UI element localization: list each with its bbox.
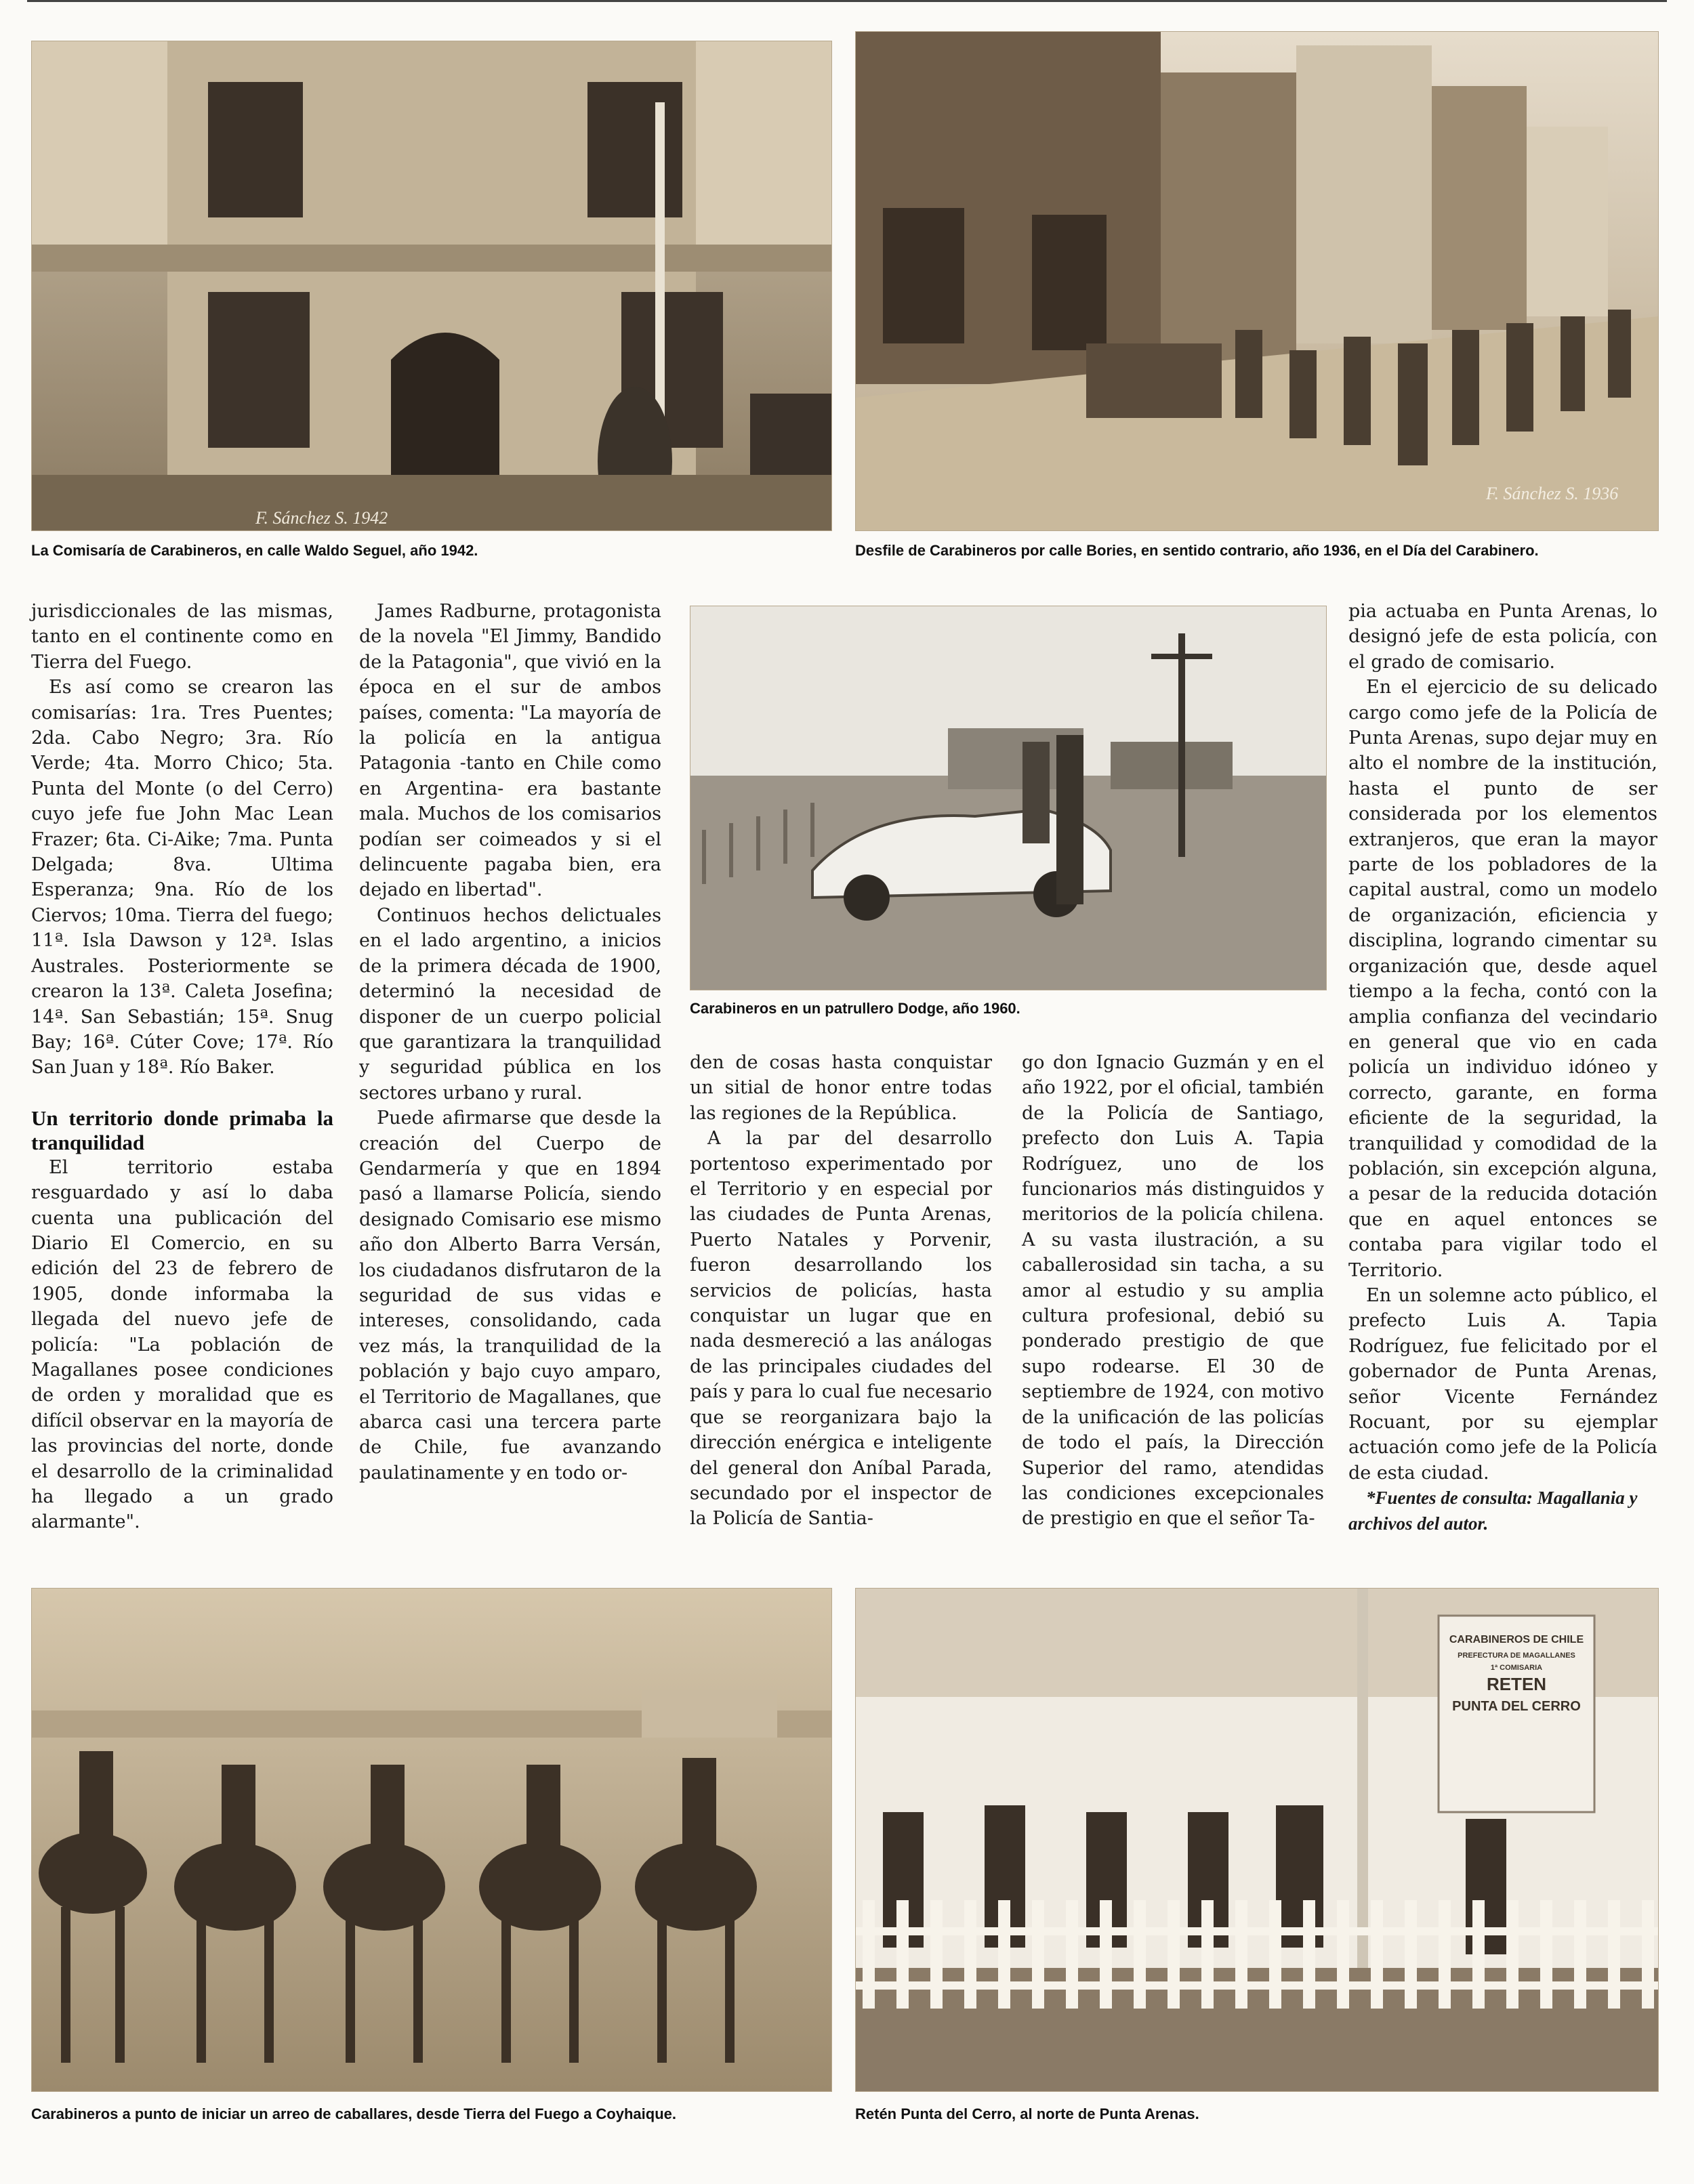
reten-sign-line-2: PREFECTURA DE MAGALLANES (1458, 1652, 1575, 1660)
desfile-signature: F. Sánchez S. 1936 (1486, 484, 1619, 503)
desfile-image (856, 32, 1658, 530)
section-heading: Un territorio donde primaba la tranquilidad (31, 1106, 333, 1154)
column-1 (31, 599, 333, 1535)
column-2 (359, 599, 661, 1486)
comisaria-image (32, 41, 831, 530)
photo-arreo (31, 1588, 832, 2092)
column-4 (1022, 1050, 1324, 1532)
reten-sign-line-3: 1ª COMISARIA (1490, 1664, 1543, 1672)
caption-reten: Retén Punta del Cerro, al norte de Punta Arenas. (855, 2105, 1199, 2122)
col5-paragraph-3: En un solemne acto público, el prefecto Luis A. Tapia Rodríguez, fue felicitado por el gobernador de Punta Arenas, señor Vicente Fernández Rocuant, por su ejemplar actuación como jefe de la Policía de esta ciudad. (1348, 1284, 1657, 1484)
col5-paragraph-1: pia actuaba en Punta Arenas, lo designó jefe de esta policía, con el grado de comisario. (1348, 601, 1657, 673)
comisaria-signature: F. Sánchez S. 1942 (255, 508, 388, 528)
sources-credit: *Fuentes de consulta: Magallania y archivos del autor. (1348, 1488, 1638, 1534)
reten-sign-line-5: PUNTA DEL CERRO (1452, 1699, 1581, 1714)
col3-paragraph-1: den de cosas hasta conquistar un sitial de honor entre todas las regiones de la República. (690, 1052, 992, 1124)
photo-reten (855, 1588, 1659, 2092)
col1-paragraph-1: jurisdiccionales de las mismas, tanto en el continente como en Tierra del Fuego. (31, 601, 333, 673)
arreo-image (32, 1589, 831, 2091)
caption-arreo: Carabineros a punto de iniciar un arreo de caballares, desde Tierra del Fuego a Coyhaique. (31, 2105, 676, 2122)
photo-desfile (855, 31, 1659, 531)
reten-sign-line-4: RETEN (1486, 1674, 1547, 1694)
caption-comisaria: La Comisaría de Carabineros, en calle Waldo Seguel, año 1942. (31, 542, 478, 559)
col3-paragraph-2: A la par del desarrollo portentoso experimentado por el Territorio y en especial por las ciudades de Punta Arenas, Puerto Natales y Porvenir, fueron desarrollando los servicios de policías, hasta conquistar un lugar que en nada desmereció a las análogas de las principales ciudades del país y para lo cual fue necesario que se reorganizara bajo la dirección enérgica e inteligente del general don Aníbal Parada, secundado por el inspector de la Policía de Santia- (690, 1128, 992, 1530)
col2-paragraph-2: Continuos hechos delictuales en el lado argentino, a inicios de la primera década de 1900, determinó la necesidad de disponer de un cuerpo policial que garantizara la tranquilidad y seguridad pública en los sectores urbano y rural. (359, 904, 661, 1104)
col4-paragraph-1: go don Ignacio Guzmán y en el año 1922, por el oficial, también de la Policía de Santiago, prefecto don Luis A. Tapia Rodríguez, uno de los funcionarios más distinguidos y meritorios de la policía chilena. A su vasta ilustración, a su caballerosidad sin tacha, a su amor al estudio y su amplia cultura profesional, debió su ponderado prestigio de que supo rodearse. El 30 de septiembre de 1924, con motivo de la unificación de las policías de todo el país, la Dirección Superior del ramo, atendidas las condiciones excepcionales de prestigio en que el señor Ta- (1022, 1052, 1324, 1530)
column-3 (690, 1050, 992, 1532)
col2-paragraph-3: Puede afirmarse que desde la creación del Cuerpo de Gendarmería y que en 1894 pasó a llamarse Policía, siendo designado Comisario ese mismo año don Alberto Barra Versán, los ciudadanos disfrutaron de la seguridad de sus vidas e intereses, consolidando, cada vez más, la tranquilidad de la población y bajo cuyo amparo, el Territorio de Magallanes, que abarca casi una tercera parte de Chile, fue avanzando paulatinamente y en todo or- (359, 1108, 661, 1484)
caption-patrullero: Carabineros en un patrullero Dodge, año 1960. (690, 1000, 1020, 1017)
column-5 (1348, 599, 1657, 1536)
photo-patrullero (690, 606, 1327, 990)
col2-paragraph-1: James Radburne, protagonista de la novela "El Jimmy, Bandido de la Patagonia", que vivió en la época en el sur de ambos países, comenta: "La mayoría de la policía en la antigua Patagonia -tanto en Chile como en Argentina- era bastante mala. Muchos de los comisarios podían ser coimeados y si el delincuente pagaba bien, era dejado en libertad". (359, 601, 661, 901)
col5-paragraph-2: En el ejercicio de su delicado cargo como jefe de la Policía de Punta Arenas, supo dejar muy en alto el nombre de la institución, hasta el punto de ser considerada por los elementos extranjeros, que eran la mayor parte de los pobladores de la capital austral, como un modelo de organización, eficiencia y disciplina, logrando cimentar su organización que, desde aquel tiempo a la fecha, contó con la amplia confianza del vecindario en general que vio en cada policía un individuo idóneo y correcto, garante, en forma eficiente de la seguridad, la tranquilidad y comodidad de la población, sin excepción alguna, a pesar de la reducida dotación que en aquel entonces se contaba para vigilar todo el Territorio. (1348, 677, 1657, 1281)
reten-image (856, 1589, 1658, 2091)
patrullero-image (690, 606, 1326, 990)
top-rule (27, 0, 1667, 2)
col1-paragraph-3: El territorio estaba resguardado y así lo daba cuenta una publicación del Diario El Comercio, en su edición del 23 de febrero de 1905, donde informaba la llegada del nuevo jefe de policía: "La población de Magallanes posee condiciones de orden y moralidad que es difícil observar en la mayoría de las provincias del norte, donde el desarrollo de la criminalidad ha llegado a un grado alarmante". (31, 1156, 333, 1533)
col1-paragraph-2: Es así como se crearon las comisarías: 1ra. Tres Puentes; 2da. Cabo Negro; 3ra. Río Verde; 4ta. Morro Chico; 5ta. Punta del Monte (o del Cerro) cuyo jefe fue John Mac Lean Frazer; 6ta. Ci-Aike; 7ma. Punta Delgada; 8va. Ultima Esperanza; 9na. Río de los Ciervos; 10ma. Tierra del fuego; 11ª. Isla Dawson y 12ª. Islas Australes. Posteriormente se crearon la 13ª. Caleta Josefina; 14ª. San Sebastián; 15ª. Snug Bay; 16ª. Cúter Cove; 17ª. Río San Juan y 18ª. Río Baker. (31, 677, 333, 1078)
reten-sign-line-1: CARABINEROS DE CHILE (1449, 1634, 1584, 1645)
caption-desfile: Desfile de Carabineros por calle Bories, en sentido contrario, año 1936, en el Día del Carabinero. (855, 542, 1539, 559)
photo-comisaria (31, 41, 832, 531)
